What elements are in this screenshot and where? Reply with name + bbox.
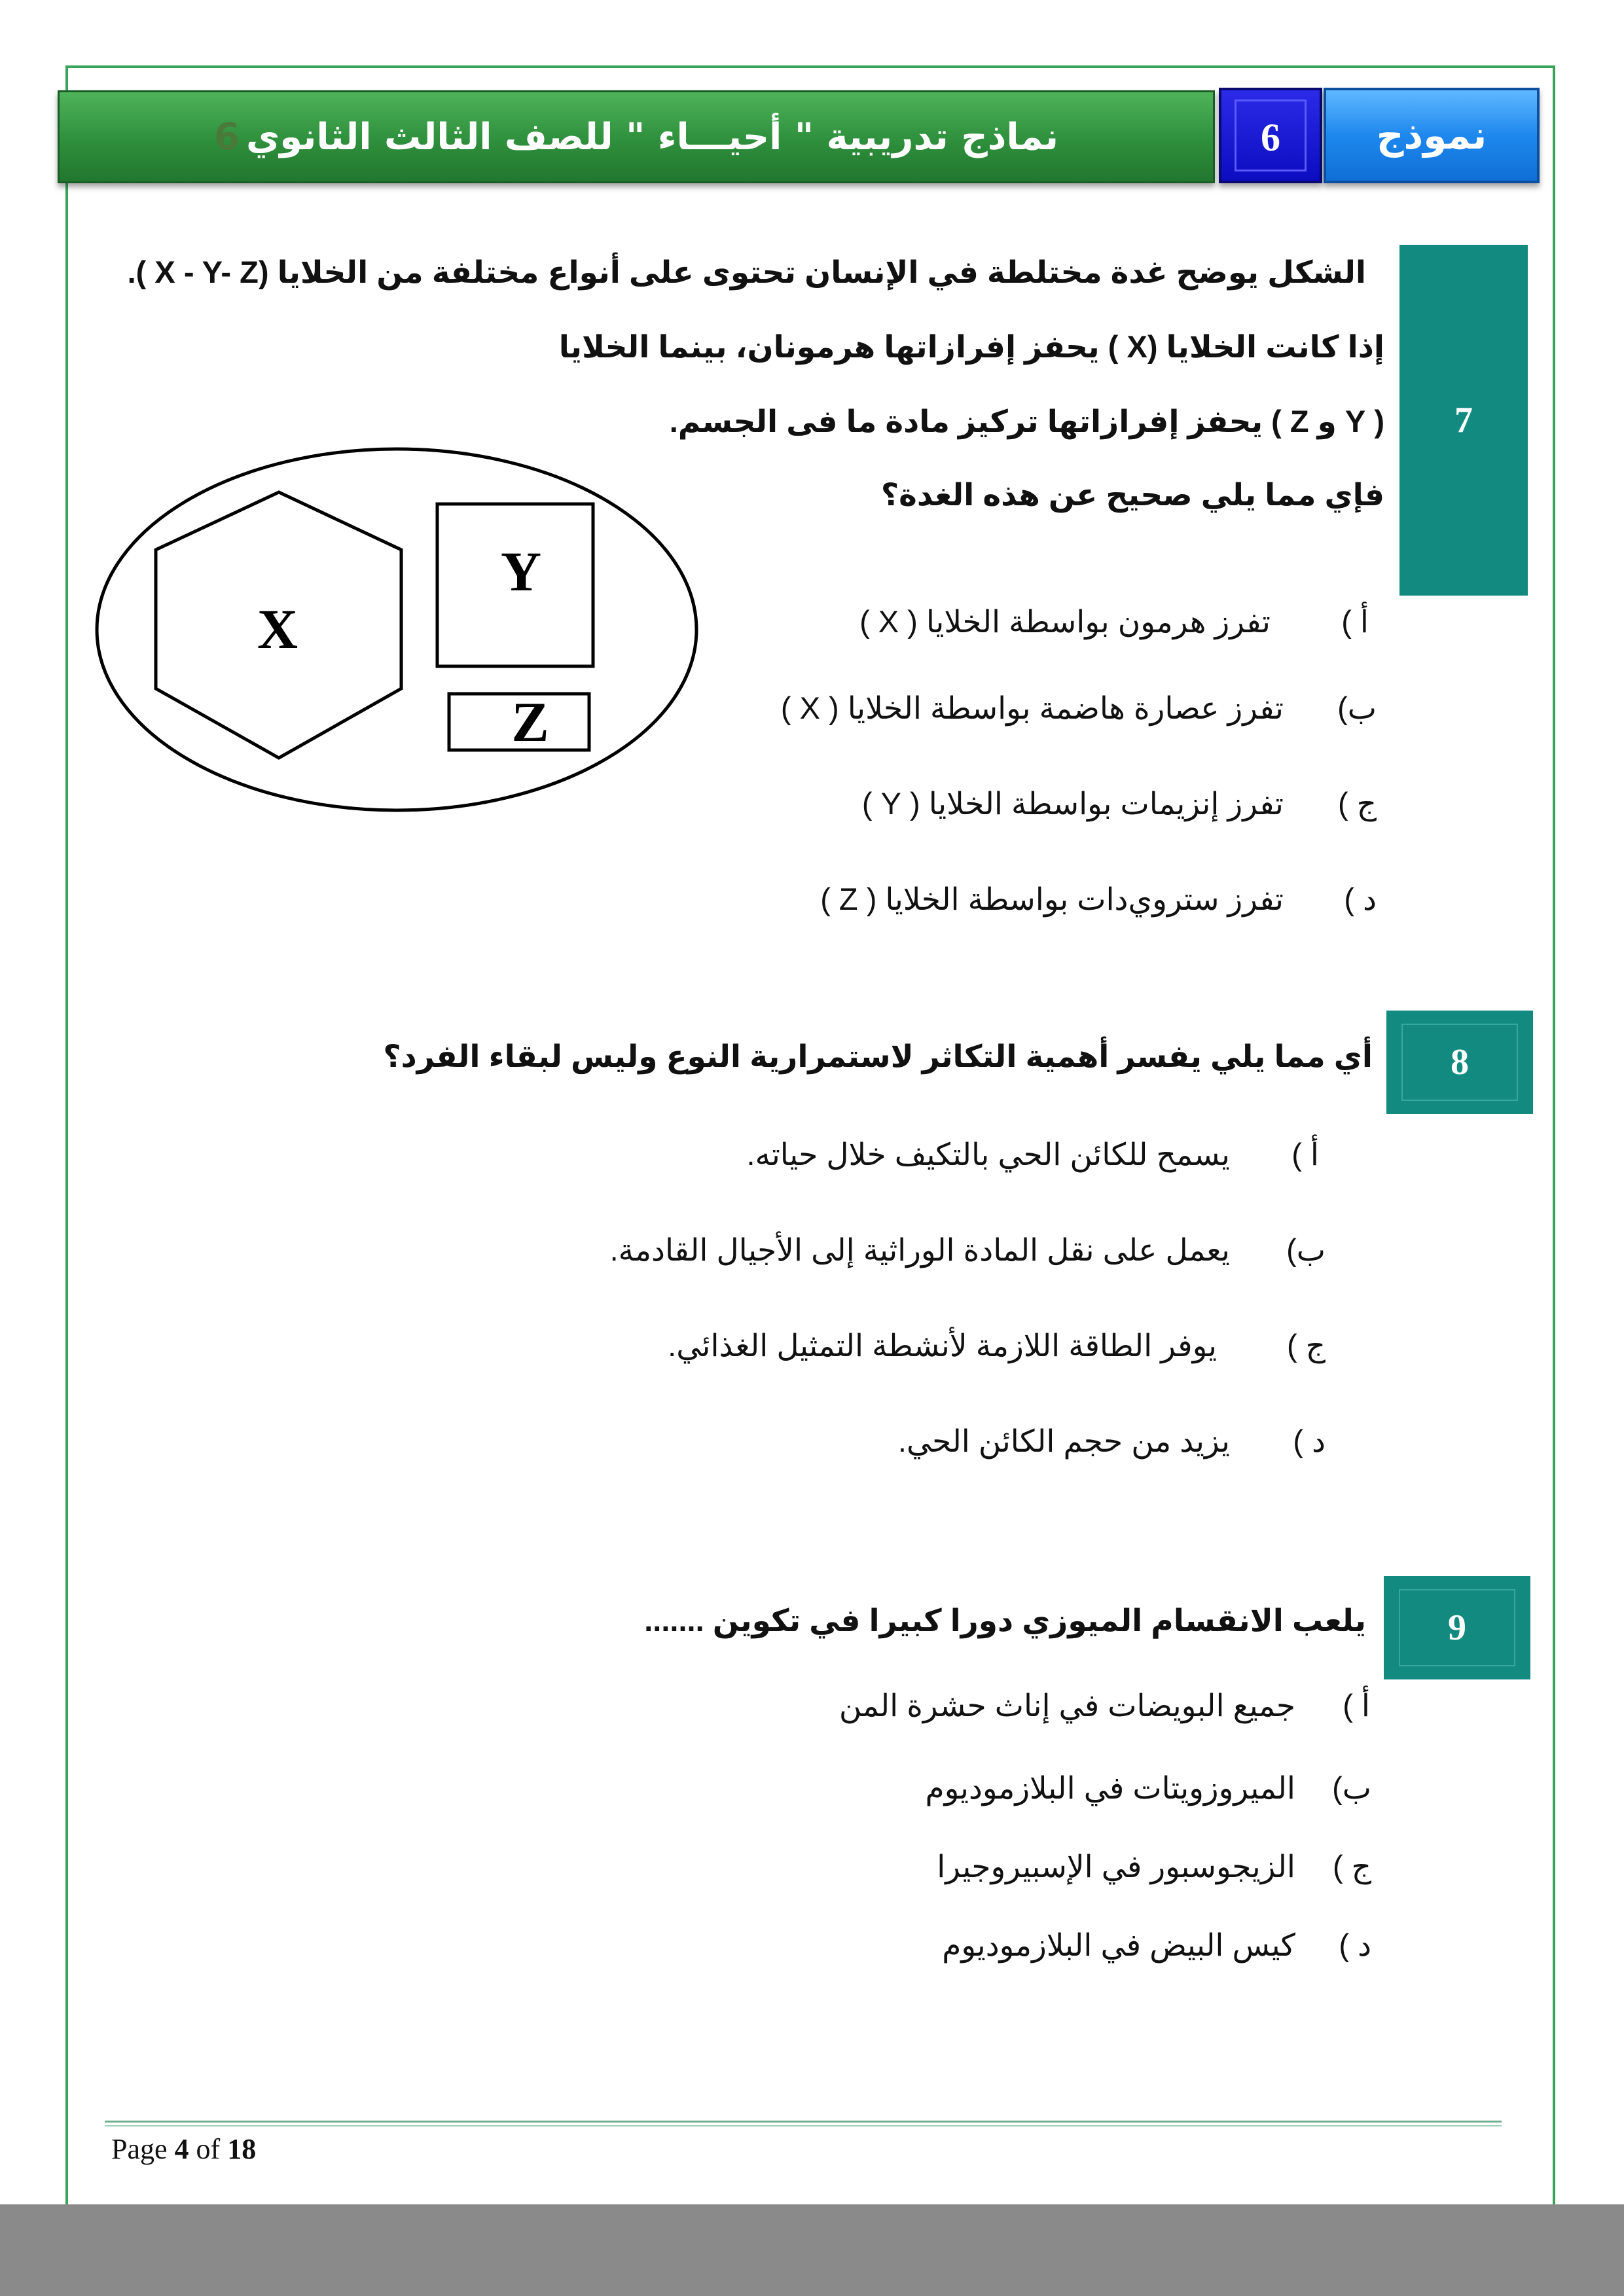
option-letter: أ ) bbox=[1291, 1137, 1319, 1172]
question-stem-line: الشكل يوضح غدة مختلطة في الإنسان تحتوى على أنواع مختلفة من الخلايا (X - Y- Z ). bbox=[127, 255, 1366, 289]
model-number-box bbox=[1219, 88, 1322, 183]
option-text: جميع البويضات في إناث حشرة المن bbox=[839, 1688, 1295, 1723]
option-letter: د ) bbox=[1344, 882, 1377, 916]
option-text: يسمح للكائن الحي بالتكيف خلال حياته. bbox=[746, 1137, 1230, 1172]
question-number-box bbox=[1399, 245, 1528, 596]
model-number: 6 bbox=[1235, 99, 1307, 171]
cell-x-label: X bbox=[257, 598, 298, 660]
header-title-suffix: 6 bbox=[213, 115, 240, 158]
option-text: يزيد من حجم الكائن الحي. bbox=[897, 1424, 1230, 1458]
option-text: يوفر الطاقة اللازمة لأنشطة التمثيل الغذائي. bbox=[668, 1328, 1217, 1363]
option-text: تفرز هرمون بواسطة الخلايا ( X ) bbox=[859, 604, 1271, 639]
option-text: الميروزويتات في البلازموديوم bbox=[925, 1770, 1295, 1805]
option-letter: أ ) bbox=[1341, 604, 1369, 639]
page-prefix: Page bbox=[111, 2133, 175, 2165]
header-title-text: نماذج تدريبية " أحيـــاء " للصف الثالث الثانوي bbox=[245, 115, 1059, 158]
question-number-box bbox=[1384, 1576, 1530, 1679]
option-letter: ج ) bbox=[1337, 786, 1377, 821]
question-stem-line: إذا كانت الخلايا (X ) يحفز إفرازاتها هرمونان، بينما الخلايا bbox=[558, 329, 1384, 364]
option-letter: د ) bbox=[1339, 1928, 1371, 1962]
gland-diagram bbox=[90, 445, 706, 818]
viewer-bottom-bar bbox=[0, 2204, 1624, 2296]
option-letter: ب) bbox=[1286, 1232, 1326, 1267]
question-number: 8 bbox=[1451, 1042, 1469, 1083]
question-stem-line: أي مما يلي يفسر أهمية التكاثر لاستمرارية النوع وليس لبقاء الفرد؟ bbox=[383, 1039, 1373, 1073]
question-number-box bbox=[1386, 1011, 1533, 1114]
option-text: تفرز ستروي‌دات بواسطة الخلايا ( Z ) bbox=[820, 882, 1284, 916]
option-text: يعمل على نقل المادة الوراثية إلى الأجيال القادمة. bbox=[609, 1232, 1230, 1267]
option-text: الزيجوسبور في الإسبيروجيرا bbox=[937, 1849, 1295, 1884]
header-title-bar bbox=[58, 90, 1215, 183]
header-title bbox=[214, 116, 1058, 158]
page-total: 18 bbox=[227, 2133, 257, 2165]
option-letter: ج ) bbox=[1332, 1849, 1371, 1884]
question-stem-line: يلعب الانقسام الميوزي دورا كبيرا في تكوين ....... bbox=[644, 1603, 1366, 1638]
option-letter: ج ) bbox=[1286, 1328, 1326, 1363]
page-number bbox=[111, 2132, 256, 2166]
question-stem-line: فإي مما يلي صحيح عن هذه الغدة؟ bbox=[880, 477, 1384, 512]
question-number: 7 bbox=[1454, 399, 1473, 440]
option-letter: د ) bbox=[1293, 1424, 1326, 1458]
option-letter: ب) bbox=[1337, 691, 1377, 725]
option-text: كيس البيض في البلازموديوم bbox=[942, 1928, 1295, 1962]
option-text: تفرز عصارة هاضمة بواسطة الخلايا ( X ) bbox=[780, 691, 1284, 725]
footer-divider bbox=[105, 2121, 1502, 2123]
option-letter: أ ) bbox=[1343, 1688, 1370, 1723]
page-of: of bbox=[189, 2133, 228, 2165]
model-label: نموذج bbox=[1324, 88, 1540, 183]
cell-y-label: Y bbox=[500, 540, 542, 603]
question-number: 9 bbox=[1448, 1607, 1466, 1648]
question-stem-line: ( Y و Z ) يحفز إفرازاتها تركيز مادة ما فى الجسم. bbox=[669, 404, 1384, 439]
page-current: 4 bbox=[174, 2133, 189, 2165]
option-letter: ب) bbox=[1332, 1770, 1371, 1805]
option-text: تفرز إنزيمات بواسطة الخلايا ( Y ) bbox=[861, 786, 1284, 821]
cell-z-label: Z bbox=[511, 691, 549, 753]
footer-divider-secondary bbox=[105, 2125, 1502, 2126]
